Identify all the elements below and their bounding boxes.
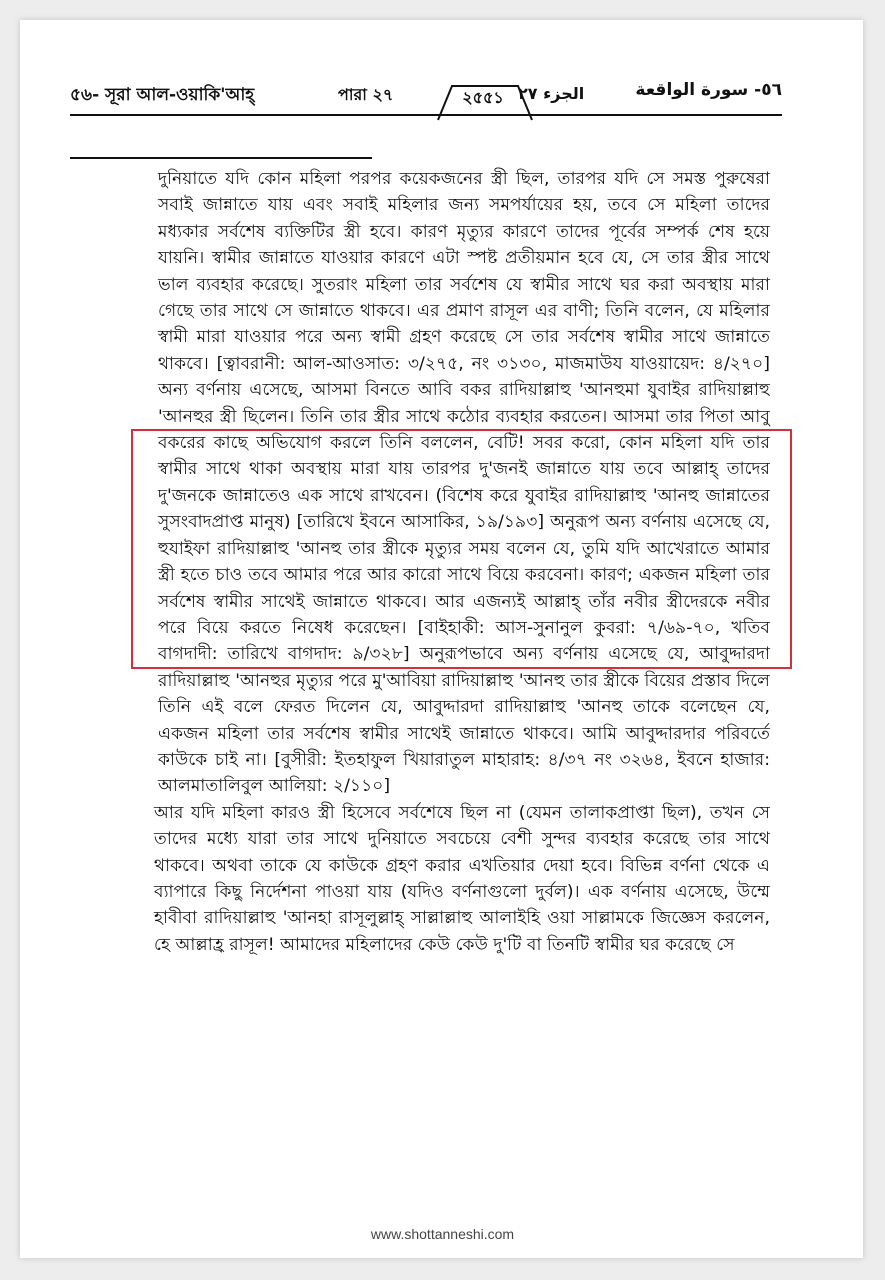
paragraph-1: দুনিয়াতে যদি কোন মহিলা পরপর কয়েকজনের স্ত্রী ছিল, তারপর যদি সে সমস্ত পুরুষেরা সবাই জান্নাতে যায় এবং সবাই মহিলার জন্য সমপর্যায়ের হয়, তবে সে মহিলা তাদের মধ্যকার সর্বশেষ ব্যক্তিটির স্ত্রী হবে। কারণ মৃত্যুর কারণে তাদের পূর্বের সম্পর্ক শেষ হয়ে যায়নি। স্বামীর জান্নাতে যাওয়ার কারণে এটা স্পষ্ট প্রতীয়মান হবে যে, সে তার স্ত্রীর সাথে ভাল ব্যবহার করেছে। সুতরাং মহিলা তার সর্বশেষ যে স্বামীর সাথে ঘর করা অবস্থায় মারা গেছে তার সাথে সে জান্নাতে থাকবে। এর প্রমাণ রাসূল এর বাণী; তিনি বলেন, যে মহিলার স্বামী মারা যাওয়ার পরে অন্য স্বামী গ্রহণ করেছে সে তার সর্বশেষ স্বামীর সাথে জান্নাতে থাকবে। [ত্বাবরানী: আল-আওসাত: ৩/২৭৫, নং ৩১৩০, মাজমাউয যাওয়ায়েদ: ৪/২৭০] অন্য বর্ণনায় এসেছে, আসমা বিনতে আবি বকর রাদিয়াল্লাহু 'আনহুমা যুবাইর রাদিয়াল্লাহু 'আনহুর স্ত্রী ছিলেন। তিনি তার স্ত্রীর সাথে কঠোর ব্যবহার করতেন। আসমা তার পিতা আবু বকরের কাছে অভিযোগ করলে তিনি বললেন, বেটি! সবর করো, কোন মহিলা যদি তার স্বামীর সাথে থাকা অবস্থায় মারা যায় তারপর দু'জনই জান্নাতে যায় তবে আল্লাহ্ তাদের দু'জনকে জান্নাতেও এক সাথে রাখবেন। (বিশেষ করে যুবাইর রাদিয়াল্লাহু 'আনহু জান্নাতের সুসংবাদপ্রাপ্ত মানুষ) [তারিখে ইবনে আসাকির, ১৯/১৯৩] অনুরূপ অন্য বর্ণনায় এসেছে যে, হুযাইফা রাদিয়াল্লাহু 'আনহু তার স্ত্রীকে মৃত্যুর সময় বলেন যে, তুমি যদি আখেরাতে আমার স্ত্রী হতে চাও তবে আমার পরে আর কারো সাথে বিয়ে করবেনা। কারণ; একজন মহিলা তার সর্বশেষ স্বামীর সাথেই জান্নাতে থাকবে। আর এজন্যই আল্লাহ্ তাঁর নবীর স্ত্রীদেরকে নবীর পরে বিয়ে করতে নিষেধ করেছেন। [বাইহাকী: আস-সুনানুল কুবরা: ৭/৬৯-৭০, খতিব বাগদাদী: তারিখে বাগদাদ: ৯/৩২৮] অনুরূপভাবে অন্য বর্ণনায় এসেছে যে, আবুদ্দারদা রাদিয়াল্লাহু 'আনহুর মৃত্যুর পরে মু'আবিয়া রাদিয়াল্লাহু 'আনহু তার স্ত্রীকে বিয়ের প্রস্তাব দিলে তিনি এই বলে ফেরত দিলেন যে, আবুদ্দারদা রাদিয়াল্লাহু 'আনহু তাকে বলেছেন যে, একজন মহিলা তার সর্বশেষ স্বামীর সাথেই জান্নাতে থাকবে। আমি আবুদ্দারদার পরিবর্তে কাউকে চাই না। [বুসীরী: ইতহাফুল খিয়ারাতুল মাহারাহ: ৪/৩৭ নং ৩২৬৪, ইবনে হাজার: আলমাতালিবুল আলিয়া: ২/১১০] xyxy=(158,169,770,797)
surah-title-bengali: ৫৬- সূরা আল-ওয়াকি'আহ্ xyxy=(70,85,255,105)
site-watermark: www.shottanneshi.com xyxy=(370,1226,515,1242)
paragraph-2: আর যদি মহিলা কারও স্ত্রী হিসেবে সর্বশেষে ছিল না (যেমন তালাকপ্রাপ্তা ছিল), তখন সে তাদের মধ্যে যারা তার সাথে দুনিয়াতে সবচেয়ে বেশী সুন্দর ব্যবহার করেছে তার সাথে থাকবে। অথবা তাকে যে কাউকে গ্রহণ করার এখতিয়ার দেয়া হবে। বিভিন্ন বর্ণনা থেকে এ ব্যাপারে কিছু নির্দেশনা পাওয়া যায় (যদিও বর্ণনাগুলো দুর্বল)। এক বর্ণনায় এসেছে, উম্মে হাবীবা রাদিয়াল্লাহু 'আনহা রাসূলুল্লাহ্ সাল্লাল্লাহু আলাইহি ওয়া সাল্লামকে জিজ্ঞেস করলেন, হে আল্লাহ্র রাসূল! আমাদের মহিলাদের কেউ কেউ দু'টি বা তিনটি স্বামীর ঘর করেছে সে xyxy=(154,802,770,955)
page-header xyxy=(70,76,782,120)
surah-title-arabic: ٥٦- سورة الواقعة xyxy=(635,80,782,100)
juz-label-arabic: الجزء ٢٧ xyxy=(518,84,585,103)
page-number: ২৫৫১ xyxy=(462,88,504,107)
highlight-annotation-box xyxy=(131,429,792,669)
header-rule xyxy=(70,114,782,116)
para-label: পারা ২৭ xyxy=(338,85,394,104)
footnote-rule xyxy=(70,157,372,159)
page-number-frame xyxy=(436,82,586,108)
